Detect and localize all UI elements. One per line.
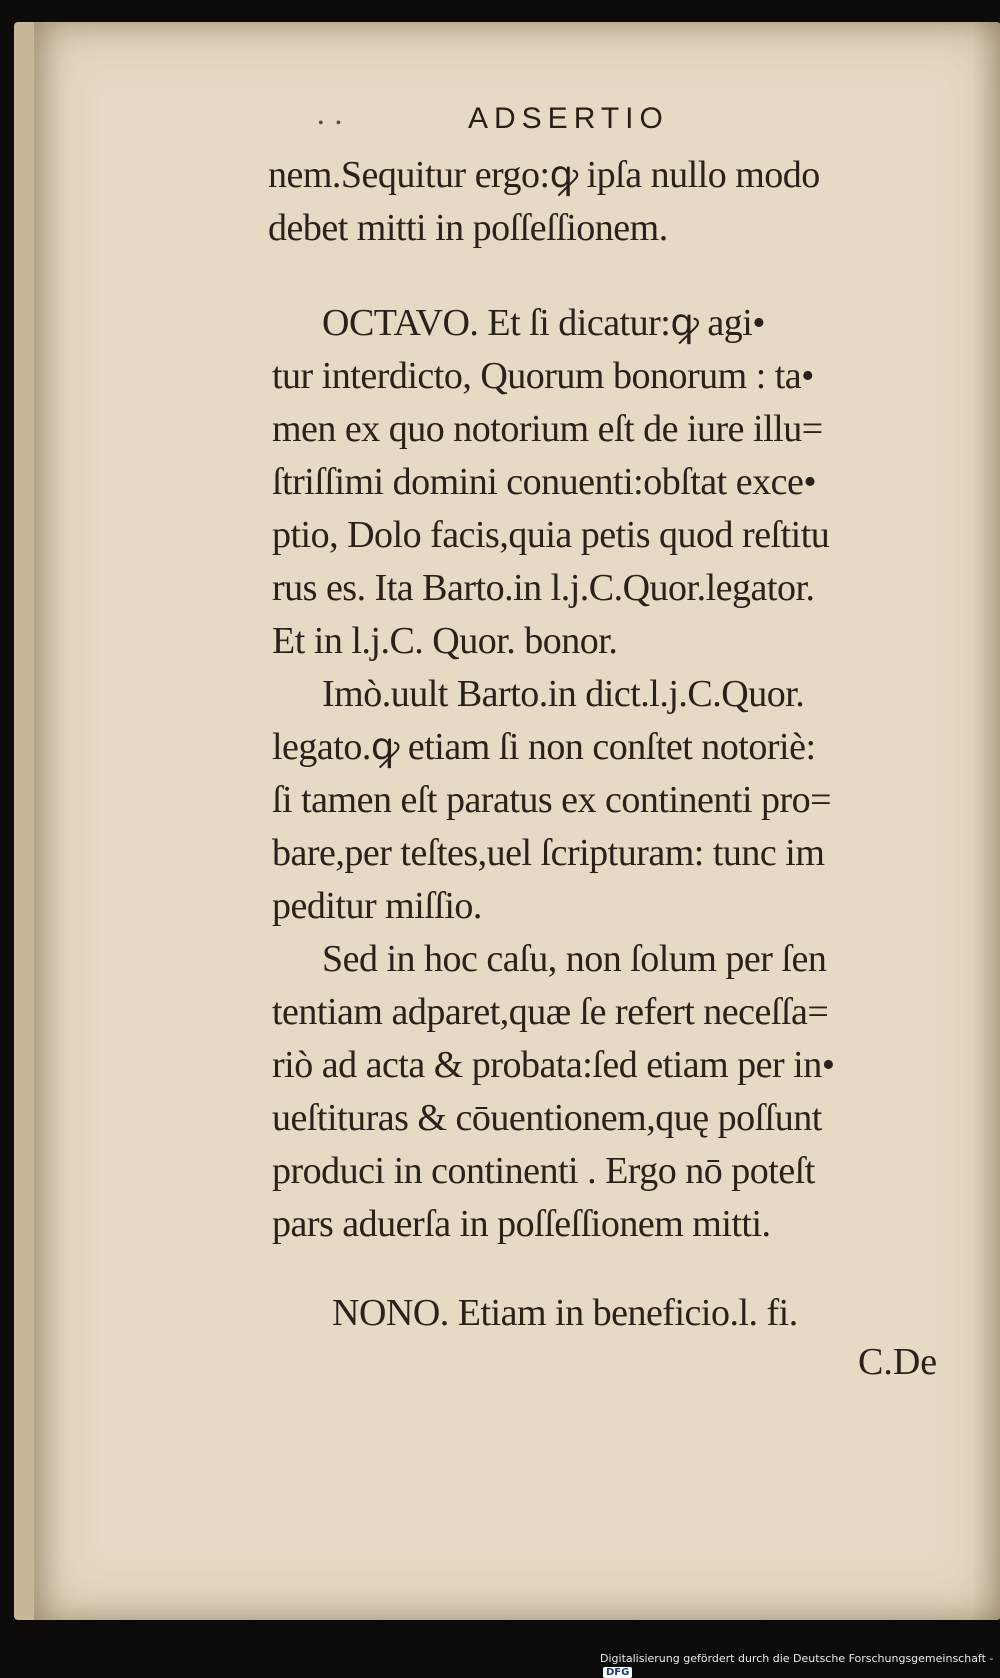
text-line: produci in continenti . Ergo nō poteſt — [272, 1150, 815, 1192]
digitization-footer — [600, 1652, 1000, 1678]
text-line-heading: OCTAVO. Et ſi dicatur:ꝙ agi• — [322, 302, 766, 344]
head-marks: • • — [318, 115, 346, 132]
text-line-heading: NONO. Etiam in beneficio.l. fi. — [332, 1292, 798, 1334]
text-line: ptio, Dolo facis,quia petis quod reſtitu — [272, 514, 830, 556]
text-line: tentiam adparet,quæ ſe refert neceſſa= — [272, 991, 829, 1033]
text-line: rus es. Ita Barto.in l.j.C.Quor.legator. — [272, 567, 815, 609]
catchword: C.De — [858, 1341, 938, 1383]
text-line: ueſtituras & cōuentionem,quę poſſunt — [272, 1097, 822, 1139]
text-line: tur interdicto, Quorum bonorum : ta• — [272, 355, 814, 397]
text-line: pars aduerſa in poſſeſſionem mitti. — [272, 1203, 771, 1245]
running-head: ADSERTIO — [468, 102, 669, 135]
text-line: nem.Sequitur ergo:ꝙ ipſa nullo modo — [268, 154, 820, 196]
text-line: ſi tamen eſt paratus ex continenti pro= — [272, 779, 832, 821]
text-line: men ex quo notorium eſt de iure illu= — [272, 408, 823, 450]
text-line: peditur miſſio. — [272, 885, 482, 927]
text-line: debet mitti in poſſeſſionem. — [268, 207, 668, 249]
text-line: Imò.uult Barto.in dict.l.j.C.Quor. — [322, 673, 805, 715]
text-line: riò ad acta & probata:ſed etiam per in• — [272, 1044, 835, 1086]
text-line: legato.ꝙ etiam ſi non conſtet notoriè: — [272, 726, 816, 768]
text-line: bare,per teſtes,uel ſcripturam: tunc im — [272, 832, 825, 874]
footer-text: Digitalisierung gefördert durch die Deutsche Forschungsgemeinschaft - — [600, 1652, 994, 1665]
text-line: Sed in hoc caſu, non ſolum per ſen — [322, 938, 827, 980]
dfg-logo-icon: DFG — [603, 1667, 632, 1678]
text-line: ſtriſſimi domini conuenti:obſtat exce• — [272, 461, 817, 503]
text-line: Et in l.j.C. Quor. bonor. — [272, 620, 618, 662]
